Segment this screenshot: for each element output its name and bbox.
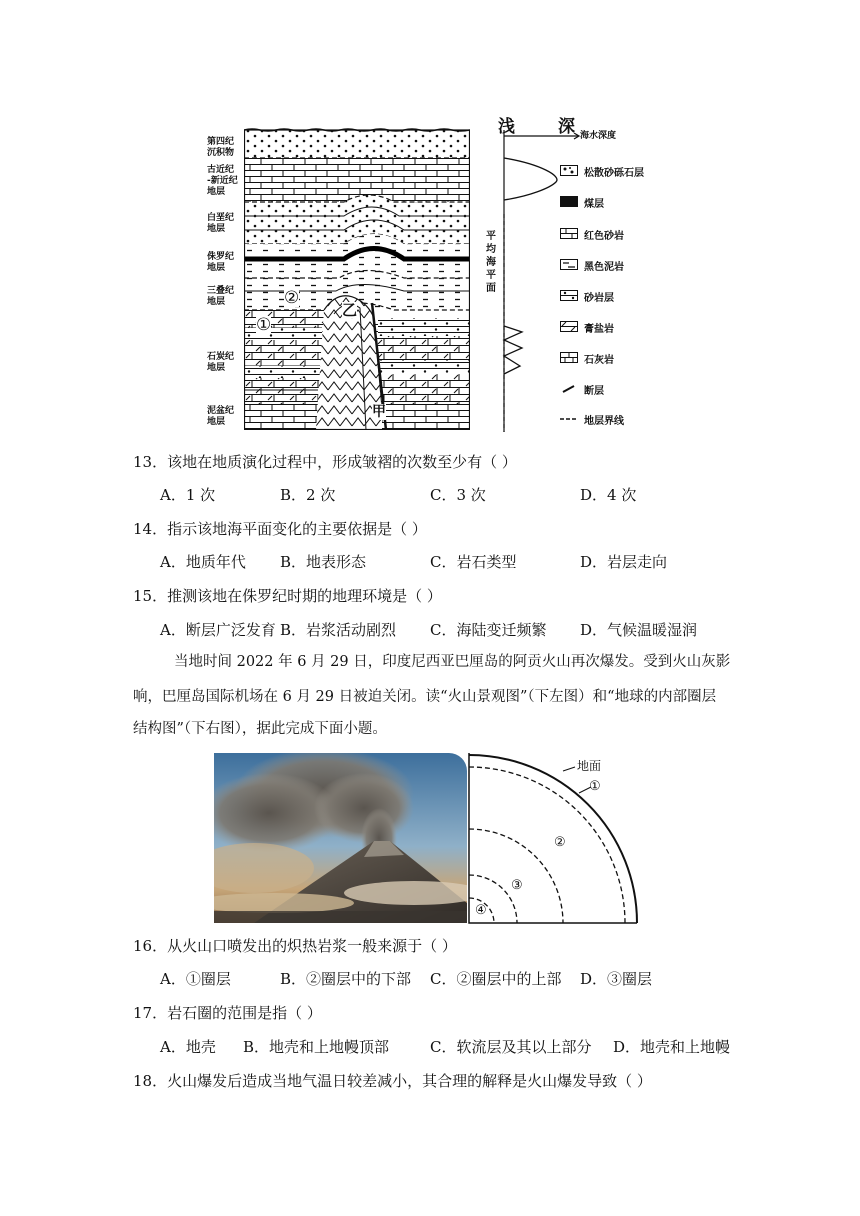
mean-sea-level-label: 平 均 海 平 面 xyxy=(486,231,496,294)
passage-line-1: 当地时间 2022 年 6 月 29 日，印度尼西亚巴厘岛的阿贡火山再次爆发。受到火山灰影 xyxy=(174,654,731,670)
volcano-photo xyxy=(214,753,467,923)
option-14d: D．岩层走向 xyxy=(580,553,668,571)
layer-3-label: ③ xyxy=(511,878,523,893)
earth-layer-figure xyxy=(467,753,642,925)
question-number: 17． xyxy=(133,1004,168,1022)
option-16c: C．②圈层中的上部 xyxy=(430,970,562,988)
question-16 xyxy=(133,935,457,956)
depth-deep-label: 深 xyxy=(558,117,575,137)
legend-label: 红色砂岩 xyxy=(584,231,624,242)
layer-label-jurassic: 侏罗纪 地层 xyxy=(207,252,235,273)
fault-icon xyxy=(560,383,578,394)
volcano-illustration xyxy=(214,753,467,923)
ground-label: 地面 xyxy=(577,759,602,773)
black-mudstone-icon xyxy=(560,259,578,270)
option-15c: C．海陆变迁频繁 xyxy=(430,621,547,639)
option-14a: A．地质年代 xyxy=(160,553,246,571)
option-13a: A．1 次 xyxy=(160,486,216,504)
question-17 xyxy=(133,1002,322,1023)
gypsum-icon xyxy=(560,321,578,332)
option-14b: B．地表形态 xyxy=(280,553,367,571)
coal-icon xyxy=(560,196,578,207)
sandstone-icon xyxy=(560,290,578,301)
option-13c: C．3 次 xyxy=(430,486,486,504)
passage-line-3: 结构图”（下右图），据此完成下面小题。 xyxy=(133,721,387,737)
option-13d: D．4 次 xyxy=(580,486,637,504)
question-number: 14． xyxy=(133,520,168,538)
legend-label: 煤层 xyxy=(584,199,604,210)
question-stem: 火山爆发后造成当地气温日较差减小，其合理的解释是火山爆发导致（ ） xyxy=(167,1072,652,1090)
question-stem: 该地在地质演化过程中，形成皱褶的次数至少有（ ） xyxy=(167,453,517,471)
boundary-line-icon xyxy=(560,413,578,424)
option-16b: B．②圈层中的下部 xyxy=(280,970,412,988)
question-number: 13． xyxy=(133,453,168,471)
layer-label-paleogene-neogene: 古近纪 -新近纪 地层 xyxy=(207,165,238,197)
legend-label: 地层界线 xyxy=(584,416,624,427)
layer-1-label: ① xyxy=(589,779,601,794)
option-17c: C．软流层及其以上部分 xyxy=(430,1038,592,1056)
depth-shallow-label: 浅 xyxy=(498,117,515,137)
option-17d: D．地壳和上地幔 xyxy=(613,1038,731,1056)
marker-2: ② xyxy=(284,288,300,308)
layer-2-label: ② xyxy=(554,835,566,850)
option-17b: B．地壳和上地幔顶部 xyxy=(243,1038,390,1056)
layer-label-triassic: 三叠纪 地层 xyxy=(207,286,235,307)
question-stem: 推测该地在侏罗纪时期的地理环境是（ ） xyxy=(167,587,442,605)
question-stem: 岩石圈的范围是指（ ） xyxy=(167,1004,322,1022)
cross-section-drawing xyxy=(244,128,470,430)
question-14 xyxy=(133,518,427,539)
legend-label: 断层 xyxy=(584,386,604,397)
option-16d: D．③圈层 xyxy=(580,970,653,988)
marker-jia: 甲 xyxy=(372,404,386,420)
option-14c: C．岩石类型 xyxy=(430,553,517,571)
limestone-icon xyxy=(560,352,578,363)
geologic-section-figure xyxy=(200,112,680,434)
question-number: 16． xyxy=(133,937,168,955)
layer-label-devonian: 泥盆纪 地层 xyxy=(207,406,235,427)
option-15d: D．气候温暖湿润 xyxy=(580,621,698,639)
red-sandstone-icon xyxy=(560,228,578,239)
marker-yi: 乙 xyxy=(342,301,358,319)
option-13b: B．2 次 xyxy=(280,486,336,504)
question-number: 18． xyxy=(133,1072,168,1090)
option-15b: B．岩浆活动剧烈 xyxy=(280,621,397,639)
layer-label-carboniferous: 石炭纪 地层 xyxy=(207,352,235,373)
marker-1: ① xyxy=(256,315,272,335)
question-stem: 指示该地海平面变化的主要依据是（ ） xyxy=(167,520,427,538)
layer-4-label: ④ xyxy=(475,903,487,918)
question-13 xyxy=(133,451,517,472)
option-16a: A．①圈层 xyxy=(160,970,231,988)
question-15 xyxy=(133,585,442,606)
layer-label-cretaceous: 白垩纪 地层 xyxy=(207,213,235,234)
legend-label: 松散砂砾石层 xyxy=(584,168,644,179)
passage-line-2: 响，巴厘岛国际机场在 6 月 29 日被迫关闭。读“火山景观图”（下左图）和“地球的内部圈层 xyxy=(133,689,717,705)
legend-label: 膏盐岩 xyxy=(584,324,614,335)
question-number: 15． xyxy=(133,587,168,605)
legend-label: 黑色泥岩 xyxy=(584,262,624,273)
depth-axis-label: 海水深度 xyxy=(580,131,617,141)
option-15a: A．断层广泛发育 xyxy=(160,621,276,639)
legend-label: 砂岩层 xyxy=(584,293,614,304)
question-stem: 从火山口喷发出的炽热岩浆一般来源于（ ） xyxy=(167,937,457,955)
question-18 xyxy=(133,1070,652,1091)
legend-label: 石灰岩 xyxy=(584,355,614,366)
layer-label-quaternary: 第四纪 沉积物 xyxy=(207,137,235,158)
loose-gravel-icon xyxy=(560,165,578,176)
option-17a: A．地壳 xyxy=(160,1038,216,1056)
